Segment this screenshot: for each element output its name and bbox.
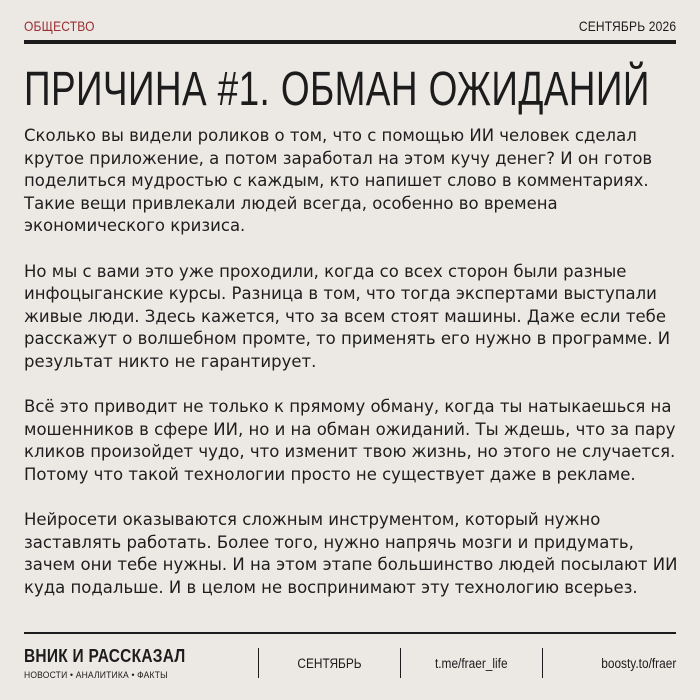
footer-separator <box>542 648 543 678</box>
brand-tagline: НОВОСТИ • АНАЛИТИКА • ФАКТЫ <box>24 669 168 681</box>
header <box>24 14 676 38</box>
issue-date: СЕНТЯБРЬ 2026 <box>578 18 676 34</box>
paragraph: Нейросети оказываются сложным инструментом, который нужно заставлять работать. Более того, нужно напрячь мозги и придумать, зачем они тебе нужны. И на этом этапе большинство людей посылают ИИ куда подальше. И в целом не воспринимают эту технологию всерьез. <box>24 510 678 597</box>
paragraph: Сколько вы видели роликов о том, что с помощью ИИ человек сделал крутое приложение, а потом заработал на этом кучу денег? И он готов поделиться мудростью с каждым, кто напишет слово в комментариях. Такие вещи привлекали людей всегда, особенно во времена экономического кризиса. <box>24 126 653 236</box>
bottom-divider <box>24 632 676 634</box>
footer <box>24 640 676 686</box>
section-label: ОБЩЕСТВО <box>24 18 95 34</box>
brand-block <box>24 646 250 681</box>
footer-separator <box>258 648 259 678</box>
brand-name: ВНИК И РАССКАЗАЛ <box>24 645 186 666</box>
telegram-link-text[interactable]: t.me/fraer_life <box>435 655 508 671</box>
top-divider <box>24 40 676 44</box>
boosty-link-text[interactable]: boosty.to/fraer <box>600 655 676 671</box>
boosty-link[interactable] <box>551 656 676 671</box>
footer-month-text: СЕНТЯБРЬ <box>297 655 362 671</box>
footer-separator <box>400 648 401 678</box>
telegram-link[interactable] <box>409 656 534 671</box>
footer-month <box>267 656 392 671</box>
paragraph: Но мы с вами это уже проходили, когда со всех сторон были разные инфоцыганские курсы. Разница в том, что тогда экспертами выступали живые люди. Здесь кажется, что за всем стоят машины. Даже если тебе расскажут о волшебном промте, то применять его нужно в программе. И результат никто не гарантирует. <box>24 261 671 371</box>
paragraph: Всё это приводит не только к прямому обману, когда ты натыкаешься на мошенников в сфере ИИ, но и на обман ожиданий. Ты ждешь, что за пару кликов произойдет чудо, что изменит твою жизнь, но этого не случается. Потому что такой технологии просто не существует даже в рекламе. <box>24 397 676 484</box>
article-body <box>24 125 684 622</box>
article-title: ПРИЧИНА #1. ОБМАН ОЖИДАНИЙ <box>24 63 650 116</box>
